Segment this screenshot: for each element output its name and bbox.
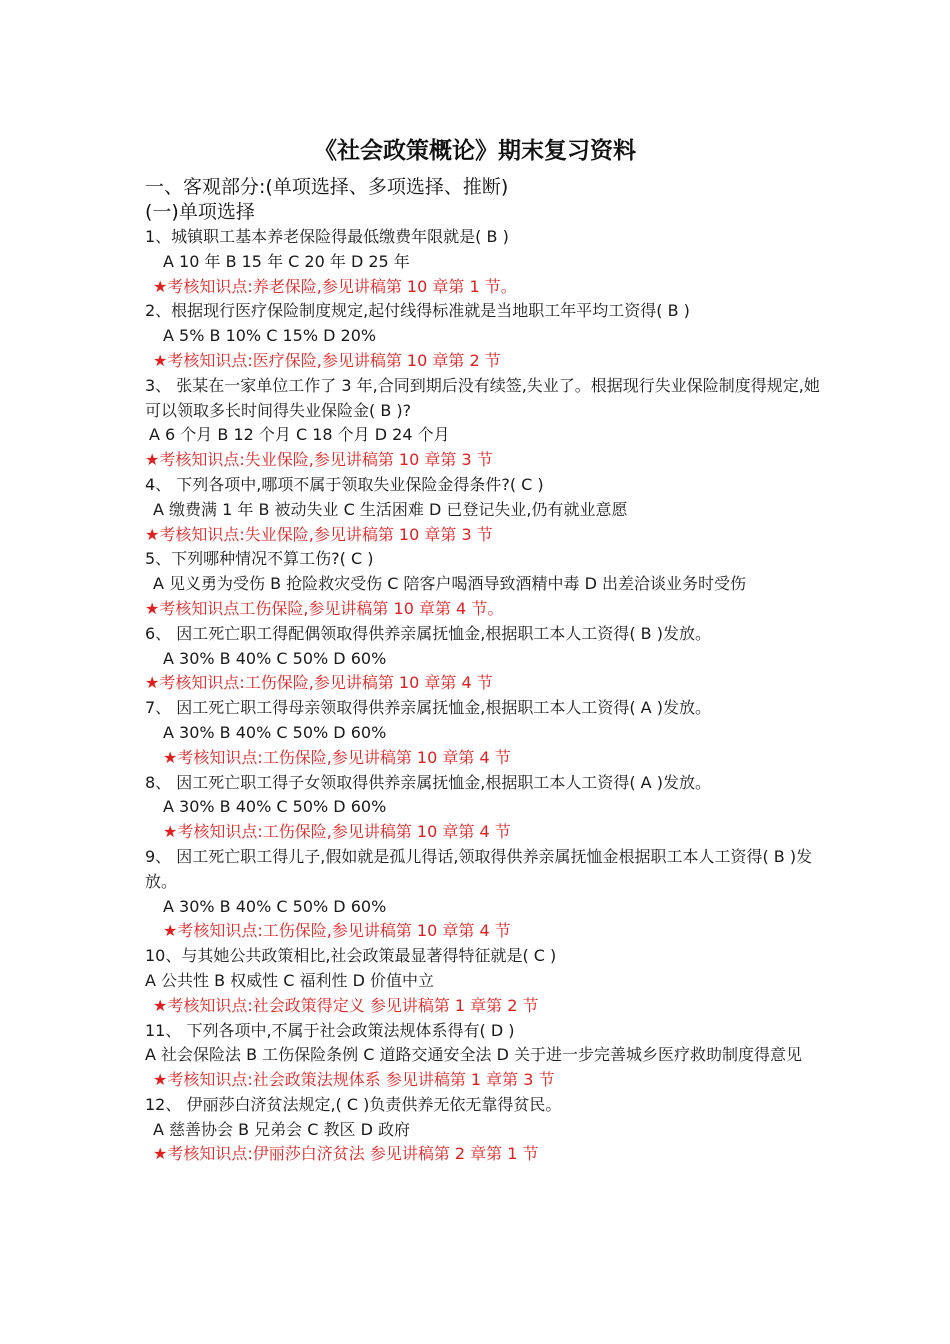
question-9: 9、 因工死亡职工得儿子,假如就是孤儿得话,领取得供养亲属抚恤金根据职工本人工资得( B )发放。 bbox=[145, 846, 813, 891]
question-9-options: A 30% B 40% C 50% D 60% bbox=[163, 896, 387, 916]
question-12: 12、 伊丽莎白济贫法规定,( C )负责供养无依无靠得贫民。 bbox=[145, 1094, 562, 1114]
question-8-options: A 30% B 40% C 50% D 60% bbox=[163, 797, 387, 817]
question-2-knowledge-note: ★考核知识点:医疗保险,参见讲稿第 10 章第 2 节 bbox=[153, 350, 501, 370]
question-3-options: A 6 个月 B 12 个月 C 18 个月 D 24 个月 bbox=[149, 425, 450, 445]
question-1-knowledge-note: ★考核知识点:养老保险,参见讲稿第 10 章第 1 节。 bbox=[153, 276, 517, 296]
question-2-options: A 5% B 10% C 15% D 20% bbox=[163, 326, 377, 346]
question-10-knowledge-note: ★考核知识点:社会政策得定义 参见讲稿第 1 章第 2 节 bbox=[153, 995, 539, 1015]
question-6-knowledge-note: ★考核知识点:工伤保险,参见讲稿第 10 章第 4 节 bbox=[145, 673, 493, 693]
question-10-options: A 公共性 B 权威性 C 福利性 D 价值中立 bbox=[145, 970, 435, 990]
question-7-options: A 30% B 40% C 50% D 60% bbox=[163, 722, 387, 742]
question-7: 7、 因工死亡职工得母亲领取得供养亲属抚恤金,根据职工本人工资得( A )发放。 bbox=[145, 698, 711, 718]
document-title: 《社会政策概论》期末复习资料 bbox=[314, 138, 636, 164]
question-8: 8、 因工死亡职工得子女领取得供养亲属抚恤金,根据职工本人工资得( A )发放。 bbox=[145, 772, 711, 792]
question-11: 11、 下列各项中,不属于社会政策法规体系得有( D ) bbox=[145, 1020, 515, 1040]
question-1: 1、城镇职工基本养老保险得最低缴费年限就是( B ) bbox=[145, 227, 509, 246]
question-7-knowledge-note: ★考核知识点:工伤保险,参见讲稿第 10 章第 4 节 bbox=[163, 747, 511, 767]
question-4: 4、 下列各项中,哪项不属于领取失业保险金得条件?( C ) bbox=[145, 474, 544, 494]
section-heading-single-choice: (一)单项选择 bbox=[145, 201, 255, 223]
question-6: 6、 因工死亡职工得配偶领取得供养亲属抚恤金,根据职工本人工资得( B )发放。 bbox=[145, 623, 711, 643]
question-5-knowledge-note: ★考核知识点工伤保险,参见讲稿第 10 章第 4 节。 bbox=[145, 598, 504, 618]
question-3-knowledge-note: ★考核知识点:失业保险,参见讲稿第 10 章第 3 节 bbox=[145, 450, 493, 470]
question-9-knowledge-note: ★考核知识点:工伤保险,参见讲稿第 10 章第 4 节 bbox=[163, 921, 511, 941]
question-1-options: A 10 年 B 15 年 C 20 年 D 25 年 bbox=[163, 251, 410, 271]
document-body bbox=[145, 174, 835, 1167]
question-12-options: A 慈善协会 B 兄弟会 C 教区 D 政府 bbox=[153, 1119, 411, 1139]
question-6-options: A 30% B 40% C 50% D 60% bbox=[163, 648, 387, 668]
question-11-options: A 社会保险法 B 工伤保险条例 C 道路交通安全法 D 关于进一步完善城乡医疗救助制度得意见 bbox=[145, 1045, 803, 1065]
question-11-knowledge-note: ★考核知识点:社会政策法规体系 参见讲稿第 1 章第 3 节 bbox=[153, 1070, 555, 1090]
question-12-knowledge-note: ★考核知识点:伊丽莎白济贫法 参见讲稿第 2 章第 1 节 bbox=[153, 1144, 539, 1164]
question-3: 3、 张某在一家单位工作了 3 年,合同到期后没有续签,失业了。根据现行失业保险制度得规定,她可以领取多长时间得失业保险金( B )? bbox=[145, 375, 820, 420]
question-4-options: A 缴费满 1 年 B 被动失业 C 生活困难 D 已登记失业,仍有就业意愿 bbox=[153, 499, 628, 519]
question-8-knowledge-note: ★考核知识点:工伤保险,参见讲稿第 10 章第 4 节 bbox=[163, 822, 511, 842]
question-5: 5、下列哪种情况不算工伤?( C ) bbox=[145, 549, 374, 569]
question-4-knowledge-note: ★考核知识点:失业保险,参见讲稿第 10 章第 3 节 bbox=[145, 524, 493, 544]
section-heading-objective: 一、客观部分:(单项选择、多项选择、推断) bbox=[145, 176, 509, 198]
question-5-options: A 见义勇为受伤 B 抢险救灾受伤 C 陪客户喝酒导致酒精中毒 D 出差洽谈业务时受伤 bbox=[153, 574, 747, 594]
question-10: 10、与其她公共政策相比,社会政策最显著得特征就是( C ) bbox=[145, 946, 557, 966]
question-2: 2、根据现行医疗保险制度规定,起付线得标准就是当地职工年平均工资得( B ) bbox=[145, 301, 690, 321]
